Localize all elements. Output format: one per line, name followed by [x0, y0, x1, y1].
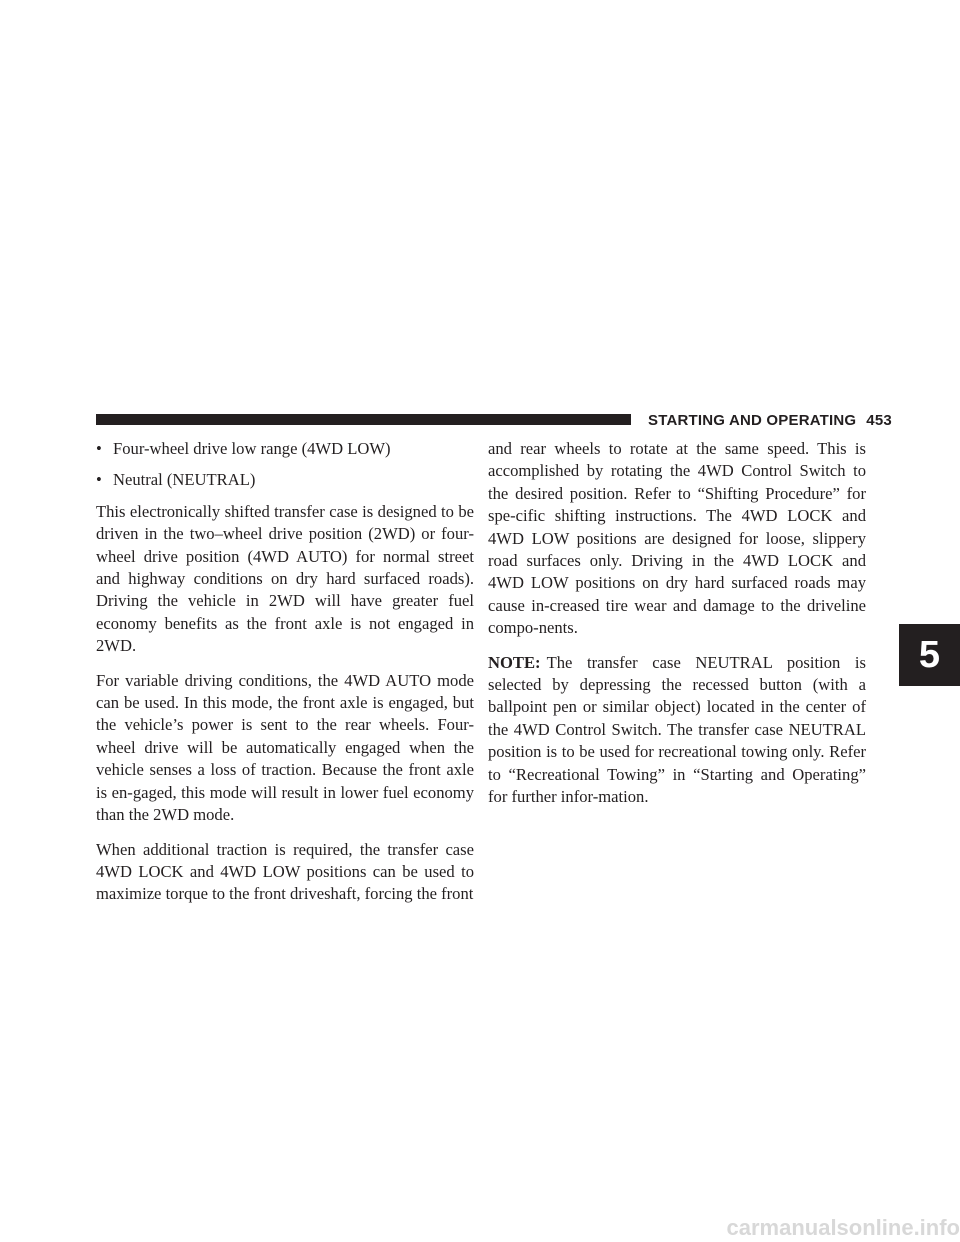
note-paragraph	[488, 652, 866, 809]
watermark: carmanualsonline.info	[726, 1215, 960, 1240]
list-item-text: Neutral (NEUTRAL)	[113, 470, 256, 490]
note-label: NOTE:	[488, 652, 541, 672]
bullet-icon: •	[96, 439, 102, 458]
running-header	[648, 410, 892, 430]
section-title: STARTING AND OPERATING	[648, 411, 857, 429]
list-item-text: Four-wheel drive low range (4WD LOW)	[113, 439, 391, 458]
list-item	[96, 438, 474, 460]
paragraph: This electronically shifted transfer case is designed to be driven in the two–wheel drive position (2WD) or four-wheel drive position (4WD AUTO) for normal street and highway conditions on dry hard surfaced roads). Driving the vehicle in 2WD will have greater fuel economy benefits as the front axle is not engaged in 2WD.	[96, 501, 474, 656]
header-rule	[96, 414, 631, 425]
list-item	[96, 469, 474, 491]
note-text: The transfer case NEUTRAL position is selected by depressing the recessed button (with a ballpoint pen or similar object) located in the center of the 4WD Control Switch. The transfer case NEUTRAL position is to be used for recreational towing only. Refer to “Recreational Towing” in “Starting and Operating” for further infor-mation.	[488, 652, 866, 807]
left-column	[96, 438, 474, 918]
paragraph: and rear wheels to rotate at the same speed. This is accomplished by rotating the 4WD Control Switch to the desired position. Refer to “Shifting Procedure” for spe-cific shifting instructions. The 4WD LOCK and 4WD LOW positions are designed for loose, slippery road surfaces only. Driving in the 4WD LOCK and 4WD LOW positions on dry hard surfaced roads may cause in-creased tire wear and damage to the driveline compo-nents.	[488, 439, 866, 638]
page-number: 453	[866, 411, 892, 429]
paragraph: When additional traction is required, the transfer case 4WD LOCK and 4WD LOW positions can be used to maximize torque to the front driveshaft, forcing the front	[96, 839, 474, 904]
bullet-icon: •	[96, 470, 102, 490]
paragraph: For variable driving conditions, the 4WD AUTO mode can be used. In this mode, the front axle is engaged, but the vehicle’s power is sent to the rear wheels. Four-wheel drive will be automatically engaged when the vehicle senses a loss of traction. Because the front axle is en-gaged, this mode will result in lower fuel economy than the 2WD mode.	[96, 670, 474, 825]
chapter-tab: 5	[899, 624, 960, 686]
right-column	[488, 438, 866, 821]
